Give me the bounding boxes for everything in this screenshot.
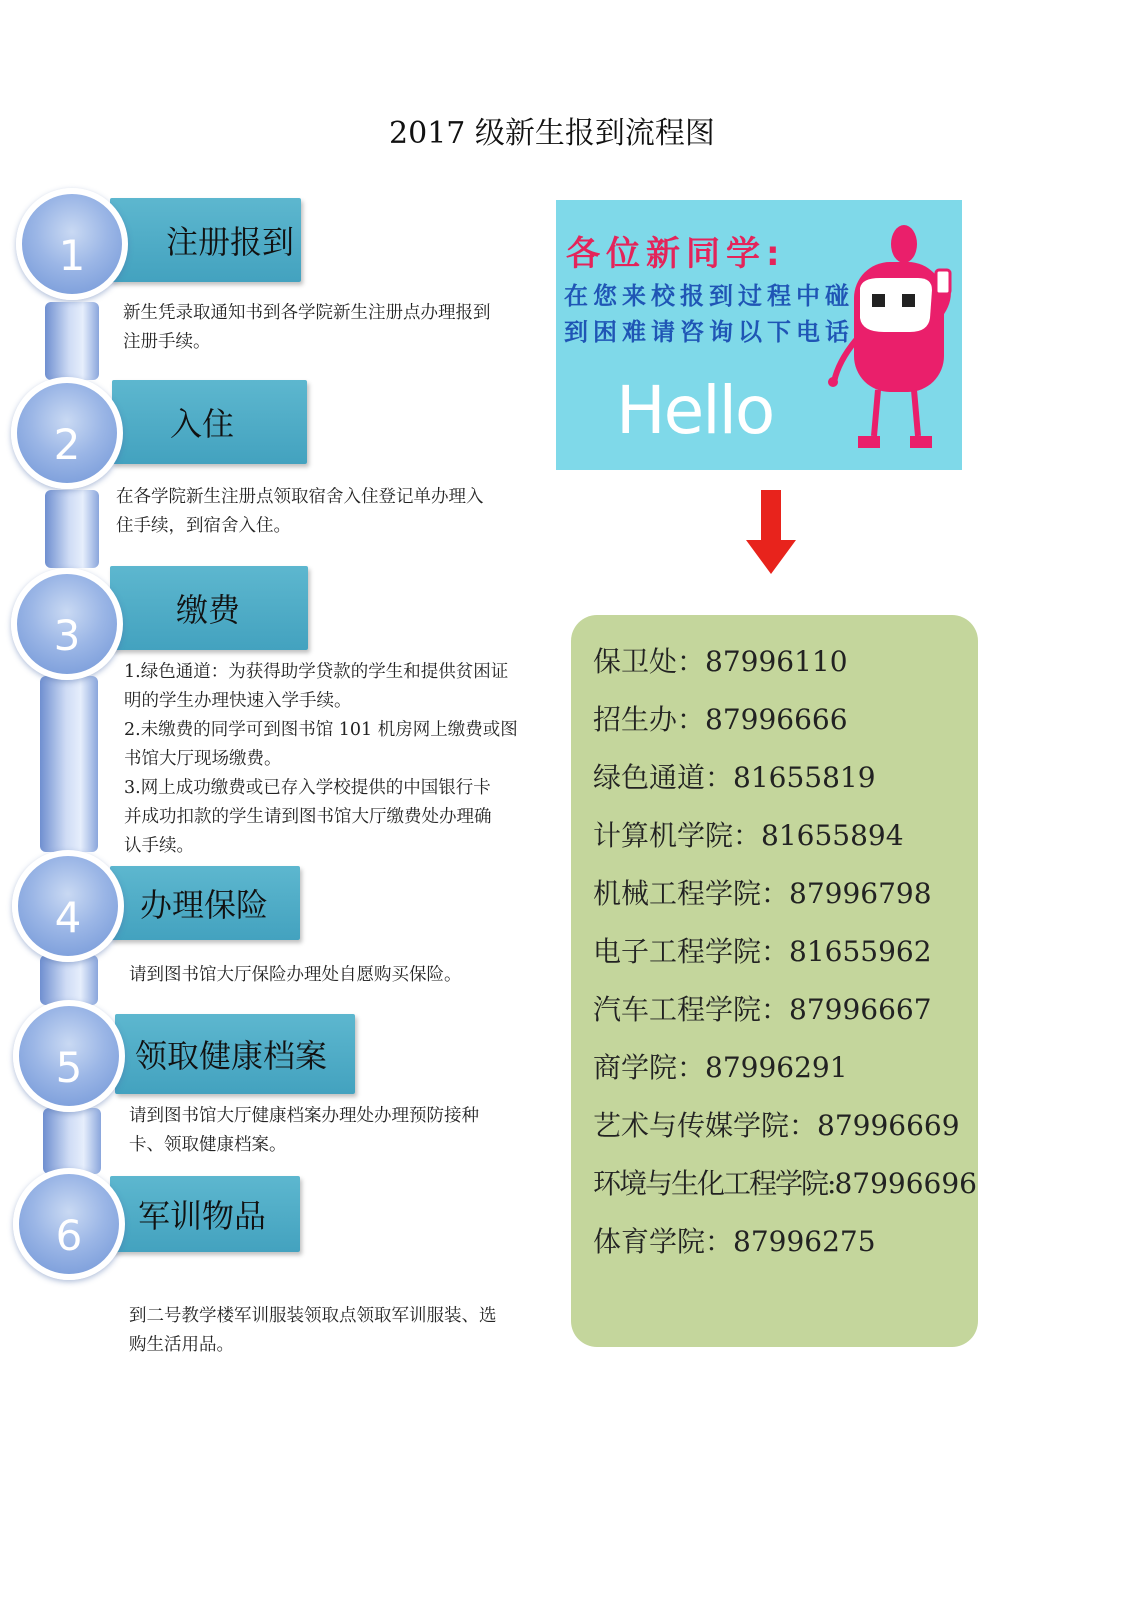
step-3-desc-line: 并成功扣款的学生请到图书馆大厅缴费处办理确: [124, 807, 492, 827]
contact-phone: 81655962: [789, 935, 932, 968]
connector-5-6: [43, 1108, 101, 1174]
hello-line-1: 在您来校报到过程中碰: [564, 282, 854, 310]
contact-phone: 81655894: [761, 819, 904, 852]
contact-name: 计算机学院：: [593, 819, 762, 852]
contact-phone: 87996110: [705, 645, 848, 678]
contacts-panel: [571, 615, 978, 1347]
contact-row: [593, 988, 932, 1028]
contact-row: [593, 930, 932, 970]
contact-phone: 87996667: [789, 993, 932, 1026]
step-1-desc-line: 注册手续。: [123, 332, 211, 352]
contact-phone: 87996696: [834, 1167, 977, 1200]
hello-heading: 各位新同学:: [566, 234, 786, 274]
step-2-tab: [112, 380, 307, 464]
contact-name: 汽车工程学院：: [593, 993, 790, 1026]
step-3-label: 缴费: [176, 591, 241, 629]
red-down-arrow-icon: [744, 490, 798, 576]
step-3-circle: [11, 568, 123, 680]
contact-name: 商学院：: [593, 1051, 706, 1084]
contact-phone: 87996669: [817, 1109, 960, 1142]
contact-row: [593, 1220, 876, 1260]
connector-2-3: [45, 490, 99, 568]
step-2-description: [116, 483, 484, 541]
step-4-circle: [12, 850, 124, 962]
step-6-desc-line: 到二号教学楼军训服装领取点领取军训服装、选: [129, 1306, 497, 1326]
step-4-number: 4: [54, 893, 82, 942]
contact-row: [593, 872, 932, 912]
contact-row: [593, 1046, 848, 1086]
contact-name: 绿色通道：: [593, 761, 734, 794]
step-5-label: 领取健康档案: [135, 1037, 328, 1075]
hello-word: Hello: [616, 372, 774, 449]
step-1-number: 1: [58, 231, 86, 280]
step-1-label: 注册报到: [166, 223, 295, 261]
step-1-circle: [16, 188, 128, 300]
step-5-tab: [115, 1014, 355, 1094]
step-5-desc-line: 卡、领取健康档案。: [129, 1135, 287, 1155]
step-5-desc-line: 请到图书馆大厅健康档案办理处办理预防接种: [129, 1106, 479, 1126]
contact-phone: 87996666: [705, 703, 848, 736]
contact-row: [593, 640, 848, 680]
step-1-description: [123, 299, 491, 357]
contact-name: 环境与生化工程学院:: [593, 1167, 835, 1200]
step-5-circle: [13, 1000, 125, 1112]
step-1-desc-line: 新生凭录取通知书到各学院新生注册点办理报到: [123, 303, 491, 323]
contact-name: 招生办：: [593, 703, 706, 736]
step-4-label: 办理保险: [140, 886, 269, 924]
page-title: 2017 级新生报到流程图: [389, 116, 715, 151]
step-1-tab: [110, 198, 301, 282]
contact-row: [593, 814, 904, 854]
contact-row: [593, 1162, 977, 1202]
connector-3-4: [40, 676, 98, 852]
step-3-description: [124, 658, 518, 861]
contact-name: 体育学院：: [593, 1225, 734, 1258]
step-3-desc-line: 认手续。: [124, 836, 194, 856]
step-5-description: [129, 1102, 479, 1160]
contact-phone: 87996798: [789, 877, 932, 910]
step-2-number: 2: [53, 420, 81, 469]
step-2-circle: [11, 377, 123, 489]
connector-4-5: [40, 955, 98, 1005]
step-4-description: [129, 961, 462, 990]
hello-card: [556, 200, 962, 470]
contact-phone: 87996275: [733, 1225, 876, 1258]
step-4-tab: [110, 866, 300, 940]
step-3-number: 3: [53, 611, 81, 660]
contact-name: 电子工程学院：: [593, 935, 790, 968]
contact-row: [593, 756, 876, 796]
step-6-desc-line: 购生活用品。: [129, 1335, 234, 1355]
contact-name: 保卫处：: [593, 645, 706, 678]
contact-name: 艺术与传媒学院：: [593, 1109, 818, 1142]
step-3-desc-line: 明的学生办理快速入学手续。: [124, 691, 352, 711]
step-6-number: 6: [55, 1211, 83, 1260]
step-3-desc-line: 书馆大厅现场缴费。: [124, 749, 282, 769]
robot-character-icon: [824, 222, 954, 460]
contact-row: [593, 1104, 960, 1144]
step-6-circle: [13, 1168, 125, 1280]
step-5-number: 5: [55, 1043, 83, 1092]
connector-1-2: [45, 302, 99, 380]
step-3-tab: [110, 566, 308, 650]
step-2-desc-line: 住手续，到宿舍入住。: [116, 516, 291, 536]
step-3-desc-line: 2.未缴费的同学可到图书馆 101 机房网上缴费或图: [124, 720, 518, 740]
contact-name: 机械工程学院：: [593, 877, 790, 910]
contact-phone: 81655819: [733, 761, 876, 794]
hello-line-2: 到困难请咨询以下电话: [564, 318, 854, 346]
contact-row: [593, 698, 848, 738]
step-4-desc-line: 请到图书馆大厅保险办理处自愿购买保险。: [129, 965, 462, 985]
step-2-desc-line: 在各学院新生注册点领取宿舍入住登记单办理入: [116, 487, 484, 507]
contact-phone: 87996291: [705, 1051, 848, 1084]
step-3-desc-line: 3.网上成功缴费或已存入学校提供的中国银行卡: [124, 778, 491, 798]
step-3-desc-line: 1.绿色通道：为获得助学贷款的学生和提供贫困证: [124, 662, 509, 682]
step-6-description: [129, 1302, 497, 1360]
step-6-label: 军训物品: [138, 1197, 267, 1235]
step-2-label: 入住: [170, 405, 235, 443]
step-6-tab: [110, 1176, 300, 1252]
